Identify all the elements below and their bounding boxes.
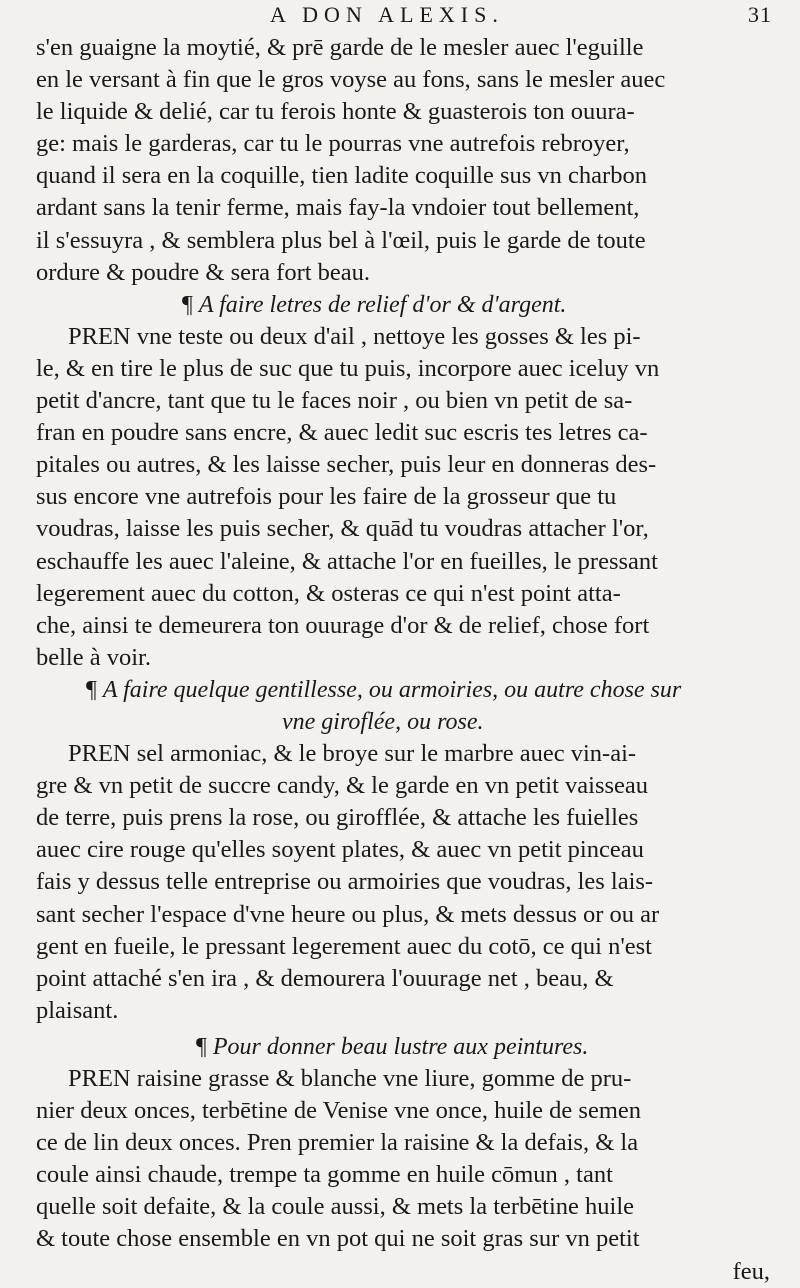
text-line: PREN vne teste ou deux d'ail , nettoye les gosses & les pi- — [68, 322, 641, 350]
section-heading-text: A faire quelque gentillesse, ou armoiries, ou autre chose sur — [102, 676, 682, 703]
section-heading-varnish — [36, 1031, 772, 1063]
text-line: sant secher l'espace d'vne heure ou plus, & mets dessus or ou ar — [36, 900, 660, 928]
text-line: point attaché s'en ira , & demourera l'ouurage net , beau, & — [36, 964, 614, 992]
text-line: belle à voir. — [36, 643, 151, 671]
text-line: che, ainsi te demeurera ton ouurage d'or & de relief, chose fort — [36, 611, 650, 639]
section-heading-continuation — [36, 706, 772, 738]
text-line: sus encore vne autrefois pour les faire de la grosseur que tu — [36, 483, 617, 511]
pilcrow-icon: ¶ — [86, 676, 97, 703]
running-head — [0, 2, 800, 27]
text-line: pitales ou autres, & les laisse secher, puis leur en donneras des- — [36, 451, 657, 479]
text-line: il s'essuyra , & semblera plus bel à l'œil, puis le garde de toute — [36, 226, 646, 254]
text-line: coule ainsi chaude, trempe ta gomme en huile cōmun , tant — [36, 1161, 613, 1189]
text-line: le liquide & delié, car tu ferois honte & guasterois ton ouura- — [36, 98, 635, 126]
text-line: ce de lin deux onces. Pren premier la raisine & la defais, & la — [36, 1129, 639, 1157]
text-line: gent en fueile, le pressant legerement auec du cotō, ce qui n'est — [36, 932, 652, 960]
section-heading-relief-letters — [36, 289, 772, 321]
text-line: voudras, laisse les puis secher, & quād tu voudras attacher l'or, — [36, 515, 649, 543]
paragraph-2 — [36, 321, 772, 674]
text-line: & toute chose ensemble en vn pot qui ne soit gras sur vn petit — [36, 1225, 640, 1253]
pilcrow-icon: ¶ — [196, 1033, 207, 1060]
text-line: fais y dessus telle entreprise ou armoiries que voudras, les lais- — [36, 868, 654, 896]
text-line: quand il sera en la coquille, tien ladite coquille sus vn charbon — [36, 162, 647, 190]
text-line: fran en poudre sans encre, & auec ledit suc escris tes letres ca- — [36, 419, 648, 447]
section-heading-text: A faire letres de relief d'or & d'argent. — [198, 291, 567, 318]
paragraph-4 — [36, 1063, 772, 1256]
text-line: gre & vn petit de succre candy, & le garde en vn petit vaisseau — [36, 772, 649, 800]
text-line: nier deux onces, terbētine de Venise vne once, huile de semen — [36, 1097, 642, 1125]
text-line: PREN raisine grasse & blanche vne liure, gomme de pru- — [68, 1065, 632, 1092]
text-line: de terre, puis prens la rose, ou girofflée, & attache les fuielles — [36, 804, 639, 832]
text-line: quelle soit defaite, & la coule aussi, & mets la terbētine huile — [36, 1193, 635, 1221]
section-heading-text: vne giroflée, ou rose. — [282, 708, 484, 735]
pilcrow-icon: ¶ — [182, 291, 193, 318]
paragraph-1 — [36, 32, 772, 289]
text-line: ordure & poudre & sera fort beau. — [36, 258, 371, 286]
running-title: A DON ALEXIS. — [270, 2, 504, 27]
paragraph-3 — [36, 738, 772, 1027]
text-line: petit d'ancre, tant que tu le faces noir , ou bien vn petit de sa- — [36, 387, 633, 415]
text-line: PREN sel armoniac, & le broye sur le marbre auec vin-ai- — [68, 740, 637, 768]
text-line: s'en guaigne la moytié, & prē garde de le mesler auec l'eguille — [36, 34, 644, 61]
text-block — [36, 32, 772, 1288]
text-line: auec cire rouge qu'elles soyent plates, & auec vn petit pinceau — [36, 836, 644, 864]
text-line: en le versant à fin que le gros voyse au fons, sans le mesler auec — [36, 66, 666, 94]
section-heading-gillyflower — [36, 674, 772, 706]
text-line: legerement auec du cotton, & osteras ce qui n'est point atta- — [36, 579, 621, 607]
text-line: le, & en tire le plus de suc que tu puis, incorpore auec iceluy vn — [36, 354, 660, 382]
catchword: feu, — [732, 1257, 770, 1285]
text-line: ardant sans la tenir ferme, mais fay-la vndoier tout bellement, — [36, 194, 640, 222]
text-line: eschauffe les auec l'aleine, & attache l'or en fueilles, le pressant — [36, 547, 658, 575]
text-line: plaisant. — [36, 996, 119, 1024]
section-heading-text: Pour donner beau lustre aux peintures. — [212, 1033, 589, 1060]
text-line: ge: mais le garderas, car tu le pourras vne autrefois rebroyer, — [36, 130, 630, 158]
page-number: 31 — [748, 2, 772, 27]
